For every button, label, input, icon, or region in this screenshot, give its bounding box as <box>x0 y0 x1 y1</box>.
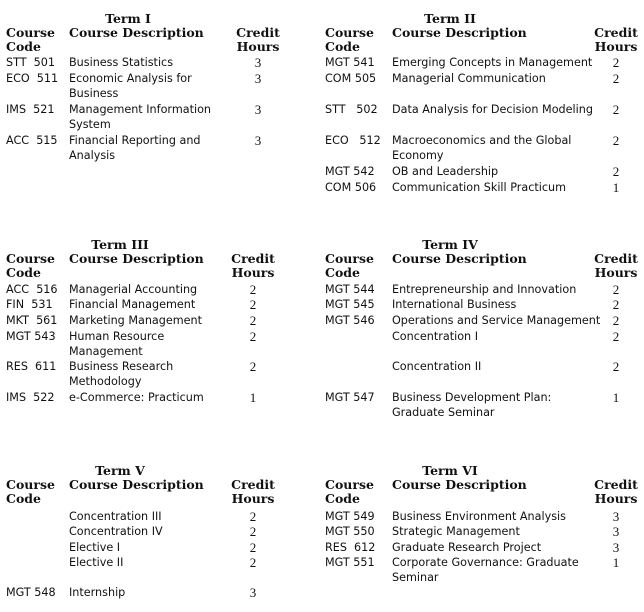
course-code-header: Course <box>325 477 374 492</box>
term-title: Term VI <box>422 463 478 478</box>
course-description: Managerial Communication <box>392 72 546 85</box>
course-description: Elective I <box>69 541 121 554</box>
course-code: ACC 516 <box>6 283 58 296</box>
course-description: Macroeconomics and the Global <box>392 134 572 147</box>
course-description: Graduate Research Project <box>392 541 542 554</box>
course-description: Emerging Concepts in Management <box>392 56 593 69</box>
credit-hours-header: Hours <box>231 491 275 506</box>
credit-hours: 2 <box>249 329 257 344</box>
course-description: Corporate Governance: Graduate <box>392 556 579 569</box>
course-description: Entrepreneurship and Innovation <box>392 283 577 296</box>
credit-hours: 2 <box>249 297 257 312</box>
course-code: MGT 542 <box>325 165 375 178</box>
credit-hours: 3 <box>249 585 257 600</box>
term-title: Term I <box>105 11 151 26</box>
credit-hours: 3 <box>254 71 262 86</box>
course-description-header: Course Description <box>69 251 204 266</box>
course-description: Business Research <box>69 360 174 373</box>
course-code: MKT 561 <box>6 314 58 327</box>
course-code-header: Code <box>6 39 41 54</box>
course-code: IMS 521 <box>6 103 55 116</box>
course-code-header: Code <box>6 491 41 506</box>
course-description: Economic Analysis for <box>69 72 192 85</box>
course-code: IMS 522 <box>6 391 55 404</box>
credit-hours: 2 <box>249 313 257 328</box>
credit-hours-header: Hours <box>594 39 638 54</box>
credit-hours: 2 <box>612 133 620 148</box>
course-code-header: Course <box>6 25 55 40</box>
credit-hours: 2 <box>612 282 620 297</box>
course-description: Concentration I <box>392 330 478 343</box>
term-title: Term III <box>91 237 149 252</box>
credit-hours: 2 <box>612 71 620 86</box>
credit-hours: 2 <box>612 55 620 70</box>
credit-hours: 2 <box>249 509 257 524</box>
credit-hours: 2 <box>612 102 620 117</box>
course-description: Graduate Seminar <box>392 406 495 419</box>
course-description: OB and Leadership <box>392 165 499 178</box>
course-description: Concentration IV <box>69 525 163 538</box>
course-description-header: Course Description <box>392 477 527 492</box>
credit-hours-header: Hours <box>231 265 275 280</box>
course-code-header: Code <box>6 265 41 280</box>
course-code: MGT 548 <box>6 586 56 599</box>
course-code: RES 612 <box>325 541 376 554</box>
course-description: Human Resource <box>69 330 165 343</box>
credit-hours: 3 <box>612 509 620 524</box>
term-title: Term IV <box>422 237 478 252</box>
credit-hours: 2 <box>612 359 620 374</box>
course-description: System <box>69 118 111 131</box>
credit-hours: 3 <box>612 540 620 555</box>
course-code-header: Code <box>325 39 360 54</box>
credit-hours: 2 <box>249 540 257 555</box>
course-description: Seminar <box>392 571 439 584</box>
course-code: MGT 546 <box>325 314 375 327</box>
credit-hours: 2 <box>612 313 620 328</box>
course-code: ECO 512 <box>325 134 381 147</box>
course-description: Elective II <box>69 556 124 569</box>
course-description-header: Course Description <box>69 25 204 40</box>
credit-hours-header: Credit <box>594 251 638 266</box>
course-code-header: Course <box>6 251 55 266</box>
credit-hours: 3 <box>254 55 262 70</box>
course-code: MGT 551 <box>325 556 375 569</box>
course-code: MGT 549 <box>325 510 375 523</box>
course-description: Management <box>69 345 143 358</box>
course-code: MGT 545 <box>325 298 375 311</box>
course-description: International Business <box>392 298 517 311</box>
course-description: Operations and Service Management <box>392 314 601 327</box>
credit-hours-header: Hours <box>594 265 638 280</box>
credit-hours: 1 <box>612 390 620 405</box>
term-title: Term II <box>424 11 476 26</box>
course-description: Concentration III <box>69 510 162 523</box>
course-code: MGT 547 <box>325 391 375 404</box>
course-code-header: Code <box>325 491 360 506</box>
credit-hours: 2 <box>612 297 620 312</box>
course-code: STT 502 <box>325 103 378 116</box>
credit-hours-header: Hours <box>594 491 638 506</box>
credit-hours: 2 <box>249 359 257 374</box>
course-code: COM 506 <box>325 181 377 194</box>
course-description: Internship <box>69 586 126 599</box>
course-description: Economy <box>392 149 444 162</box>
course-code: RES 611 <box>6 360 57 373</box>
course-description: Business <box>69 87 119 100</box>
course-code: MGT 544 <box>325 283 375 296</box>
credit-hours-header: Credit <box>231 251 275 266</box>
course-description-header: Course Description <box>392 25 527 40</box>
credit-hours: 2 <box>249 282 257 297</box>
course-description: Communication Skill Practicum <box>392 181 566 194</box>
credit-hours: 1 <box>612 180 620 195</box>
course-code: MGT 543 <box>6 330 56 343</box>
course-code: ECO 511 <box>6 72 59 85</box>
credit-hours: 3 <box>254 133 262 148</box>
course-description: Analysis <box>69 149 116 162</box>
course-code-header: Course <box>325 251 374 266</box>
course-description-header: Course Description <box>392 251 527 266</box>
credit-hours-header: Hours <box>236 39 280 54</box>
credit-hours: 2 <box>612 164 620 179</box>
course-description: Financial Reporting and <box>69 134 201 147</box>
credit-hours: 1 <box>612 555 620 570</box>
course-description: Strategic Management <box>392 525 520 538</box>
course-code: FIN 531 <box>6 298 53 311</box>
course-code-header: Course <box>6 477 55 492</box>
course-description: Methodology <box>69 375 142 388</box>
course-code: COM 505 <box>325 72 377 85</box>
credit-hours: 3 <box>254 102 262 117</box>
course-description-header: Course Description <box>69 477 204 492</box>
credit-hours-header: Credit <box>594 477 638 492</box>
credit-hours: 3 <box>612 524 620 539</box>
course-description: Marketing Management <box>69 314 203 327</box>
course-description: Management Information <box>69 103 212 116</box>
credit-hours-header: Credit <box>231 477 275 492</box>
course-description: e-Commerce: Practicum <box>69 391 204 404</box>
course-description: Managerial Accounting <box>69 283 198 296</box>
course-description: Business Statistics <box>69 56 174 69</box>
credit-hours: 2 <box>249 524 257 539</box>
course-description: Business Development Plan: <box>392 391 552 404</box>
credit-hours: 2 <box>249 555 257 570</box>
course-code-header: Code <box>325 265 360 280</box>
course-description: Data Analysis for Decision Modeling <box>392 103 593 116</box>
course-code: STT 501 <box>6 56 56 69</box>
course-description: Financial Management <box>69 298 196 311</box>
credit-hours-header: Credit <box>236 25 280 40</box>
credit-hours: 1 <box>249 390 257 405</box>
course-description: Concentration II <box>392 360 482 373</box>
course-code: MGT 550 <box>325 525 375 538</box>
course-code: ACC 515 <box>6 134 58 147</box>
course-code: MGT 541 <box>325 56 375 69</box>
course-code-header: Course <box>325 25 374 40</box>
course-description: Business Environment Analysis <box>392 510 566 523</box>
credit-hours-header: Credit <box>594 25 638 40</box>
credit-hours: 2 <box>612 329 620 344</box>
term-title: Term V <box>95 463 145 478</box>
